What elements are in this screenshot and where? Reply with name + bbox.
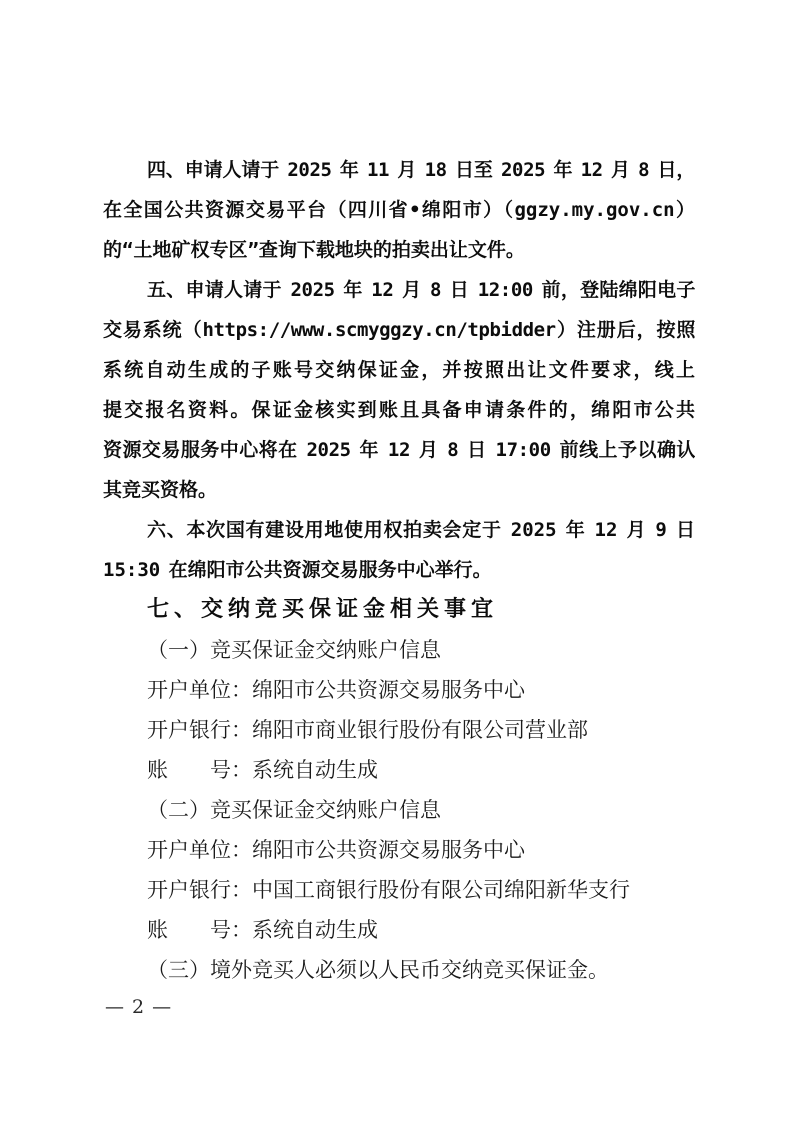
- account-1-bank: 开户银行：绵阳市商业银行股份有限公司营业部: [147, 718, 588, 742]
- page-number: — 2 —: [105, 996, 173, 1018]
- subsection-1-heading: （一）竞买保证金交纳账户信息: [147, 638, 441, 662]
- para-item-5-line: 资源交易服务中心将在 2025 年 12 月 8 日 17:00 前线上予以确认: [103, 439, 695, 461]
- account-2-bank: 开户银行：中国工商银行股份有限公司绵阳新华支行: [147, 878, 630, 902]
- para-item-5-line: 其竞买资格。: [103, 479, 218, 501]
- para-item-5-line: 交易系统（https://www.scmyggzy.cn/tpbidder）注册后，按照: [103, 319, 695, 341]
- para-item-4-line: 在全国公共资源交易平台（四川省•绵阳市）（ggzy.my.gov.cn）: [103, 199, 695, 221]
- document-page-body: [103, 150, 695, 990]
- subsection-2-heading: （二）竞买保证金交纳账户信息: [147, 798, 441, 822]
- para-item-4-line: 四、申请人请于 2025 年 11 月 18 日至 2025 年 12 月 8 日，: [147, 159, 695, 181]
- account-1-number: 账 号：系统自动生成: [147, 758, 378, 782]
- account-2-number: 账 号：系统自动生成: [147, 918, 378, 942]
- section-heading-item-7: 七、交纳竞买保证金相关事宜: [147, 597, 499, 622]
- para-item-6-line: 15:30 在绵阳市公共资源交易服务中心举行。: [103, 559, 492, 581]
- para-item-6-line: 六、本次国有建设用地使用权拍卖会定于 2025 年 12 月 9 日: [147, 519, 695, 541]
- account-1-holder: 开户单位：绵阳市公共资源交易服务中心: [147, 678, 525, 702]
- para-item-5-line: 提交报名资料。保证金核实到账且具备申请条件的，绵阳市公共: [103, 399, 695, 421]
- para-item-5-line: 系统自动生成的子账号交纳保证金，并按照出让文件要求，线上: [103, 359, 695, 381]
- para-item-4-line: 的“土地矿权专区”查询下载地块的拍卖出让文件。: [103, 239, 525, 261]
- subsection-3-note: （三）境外竞买人必须以人民币交纳竞买保证金。: [147, 958, 609, 982]
- account-2-holder: 开户单位：绵阳市公共资源交易服务中心: [147, 838, 525, 862]
- para-item-5-line: 五、申请人请于 2025 年 12 月 8 日 12:00 前，登陆绵阳电子: [147, 279, 695, 301]
